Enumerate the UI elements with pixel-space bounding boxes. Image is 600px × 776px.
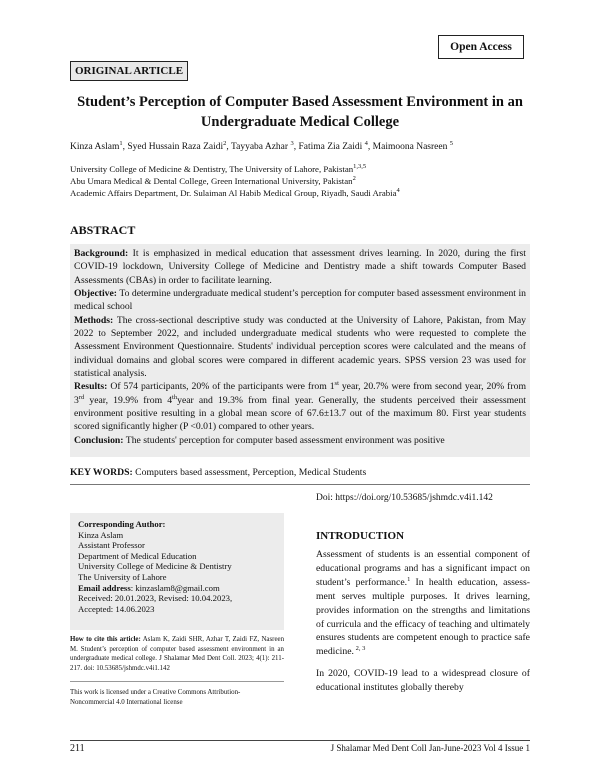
author-name: Tayyaba Azhar	[230, 142, 289, 152]
corresponding-position: Assistant Professor	[78, 540, 145, 551]
email-link[interactable]: : kinzaslam8@gmail.com	[130, 582, 220, 593]
abstract-box	[70, 244, 530, 457]
article-type-label: ORIGINAL ARTICLE	[70, 61, 188, 81]
citation-note: How to cite this article: Aslam K, Zaidi SHR, Azhar T, Zaidi FZ, Nasreen M. Student’s perception of computer based assessment environment in an undergraduate medical college. J Shalamar Med Dent Coll. 2023; 4(1): 211-217. doi: 10.53685/jshmdc.v4i1.142	[70, 636, 285, 672]
corresponding-email: Email address: kinzaslam8@gmail.com	[78, 582, 220, 593]
intro-paragraph: Assessment of students is an essential component of educational programs and has a significant impact on student’s performance.$^1$ In health education, assess-ment serves multiple purposes. It drives learning, provides information on the strengths and limitations of curricula and the efficacy of teaching and ultimately ensures students are competent enough to practice safe medicine. $^{2, 3}$	[316, 549, 530, 658]
intro-paragraph: In 2020, COVID-19 lead to a widespread closure of educational institutes globally thereby	[316, 668, 530, 694]
abstract-methods: Methods: The cross-sectional descriptive study was conducted at the University of Lahore, Pakistan, from May 2022 to September 2022, and included undergraduate medical students who were requested to complete the Assessment Environment Questionnaire. Students' individual perception scores were calculated and the means of individual domains and global scores were compared in different academic years. SPSS version 23 was used for statistical analysis.	[74, 314, 527, 380]
affiliation: University College of Medicine & Dentistry, The University of Lahore, Pakistan$^{1,3,5}$	[70, 163, 367, 174]
author-list: Kinza Aslam$^1$, Syed Hussain Raza Zaidi$^2$, Tayyaba Azhar $^3$, Fatima Zia Zaidi $^4$, Maimoona Nasreen $^5$	[70, 139, 453, 152]
accepted-date: Accepted: 14.06.2023	[78, 603, 155, 614]
affiliation: Academic Affairs Department, Dr. Sulaiman Al Habib Medical Group, Riyadh, Saudi Arabia$^4$	[70, 187, 400, 198]
corresponding-college: University College of Medicine & Dentistry	[78, 561, 232, 572]
author-name: Maimoona Nasreen	[372, 142, 448, 152]
author-name: Fatima Zia Zaidi	[298, 142, 363, 152]
divider	[70, 681, 284, 682]
introduction-text	[316, 548, 530, 703]
abstract-objective: Objective: To determine undergraduate medical student’s perception for computer based assessment environment in medical school	[74, 288, 526, 313]
abstract-background: Background: It is emphasized in medical education that assessment drives learning. In 2020, during the first COVID-19 lockdown, University College of Medicine and Dentistry made a shift towards Computer Based Assessments (CBAs) in order to facilitate learning.	[74, 248, 526, 286]
affiliation: Abu Umara Medical & Dental College, Green International University, Pakistan$^2$	[70, 175, 356, 186]
corresponding-heading: Corresponding Author:	[78, 519, 166, 529]
received-date: Received: 20.01.2023, Revised: 10.04.2023,	[78, 593, 233, 604]
article-title: Student’s Perception of Computer Based Assessment Environment in an Undergraduate Medical College	[77, 94, 523, 130]
corresponding-name: Kinza Aslam	[78, 529, 124, 540]
corresponding-department: Department of Medical Education	[78, 550, 197, 561]
abstract-heading: ABSTRACT	[70, 223, 136, 237]
corresponding-university: The University of Lahore	[78, 571, 167, 582]
abstract-conclusion: Conclusion: The students' perception for computer based assessment environment was positive	[74, 434, 445, 446]
corresponding-author-box	[70, 513, 284, 630]
footer-divider	[70, 740, 530, 741]
license-note: This work is licensed under a Creative Commons Attribution-Noncommercial 4.0 International license	[70, 689, 241, 706]
affiliation-list	[70, 163, 530, 199]
page-number: 211	[70, 743, 85, 754]
keywords: KEY WORDS: Computers based assessment, Perception, Medical Students	[70, 467, 367, 478]
open-access-badge: Open Access	[438, 35, 524, 59]
divider	[70, 484, 530, 485]
abstract-results: Results: Of 574 participants, 20% of the participants were from 1st year, 20.7% were from second year, 20% from 3rd year, 19.9% from 4thyear and 19.3% from final year. Generally, the students perceived their assessment environment positive resulting in a global mean score of 67.6±13.7 out of the maximum 80. First year students scored significantly higher (P <0.01) compared to other years.	[74, 380, 527, 433]
doi-link[interactable]: Doi: https://doi.org/10.53685/jshmdc.v4i1.142	[316, 493, 493, 503]
journal-footer: J Shalamar Med Dent Coll Jan-June-2023 Vol 4 Issue 1	[330, 743, 530, 753]
author-name: Syed Hussain Raza Zaidi	[127, 142, 224, 152]
introduction-heading: INTRODUCTION	[316, 530, 405, 542]
author-name: Kinza Aslam	[70, 142, 120, 152]
